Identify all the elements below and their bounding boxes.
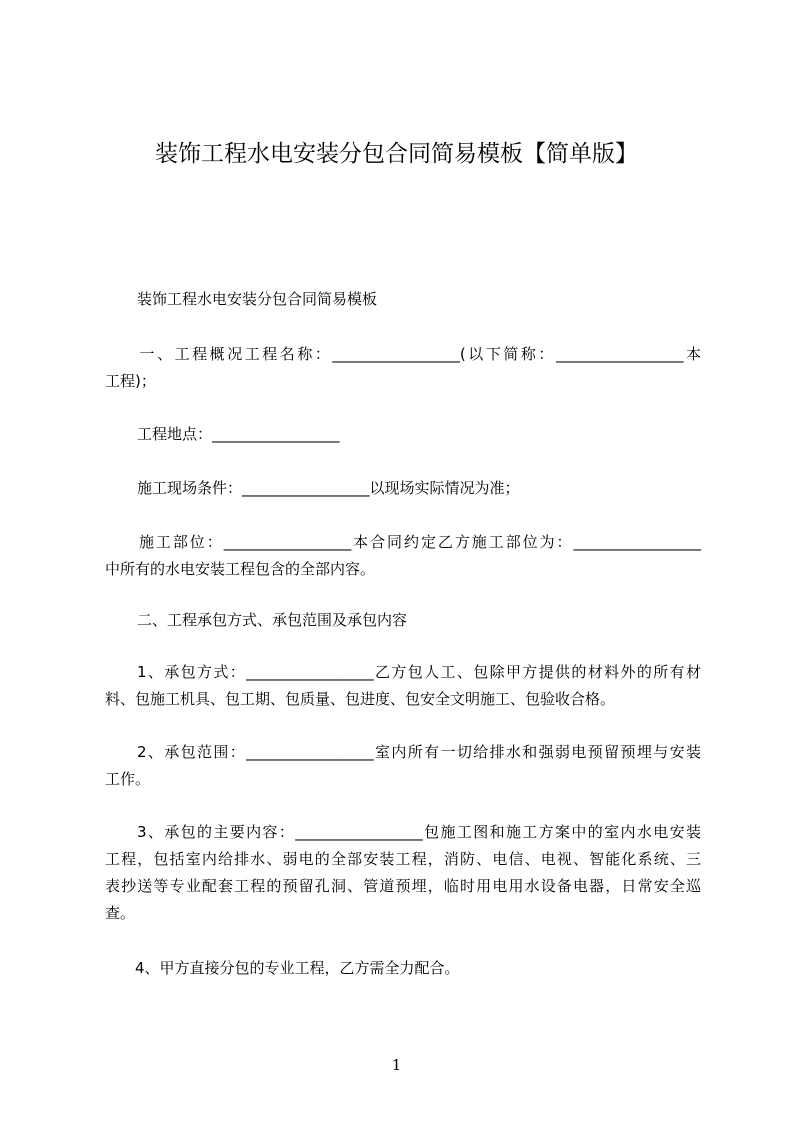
item1-line1: 1、承包方式：_________________乙方包人工、包除甲方提供的材料外的所有材	[137, 663, 701, 681]
site-conditions-paragraph	[105, 475, 701, 502]
document-title: 装饰工程水电安装分包合同简易模板【简单版】	[155, 141, 638, 167]
item3-line3: 表抄送等专业配套工程的预留孔洞、管道预埋，临时用电用水设备电器，日常安全巡	[105, 877, 701, 895]
location-paragraph	[105, 421, 701, 448]
item3-paragraph	[105, 819, 701, 927]
section2-heading	[105, 607, 701, 634]
site-conditions-text: 施工现场条件：_________________以现场实际情况为准；	[137, 479, 520, 497]
item4-text: 4、甲方直接分包的专业工程，乙方需全力配合。	[135, 959, 460, 977]
subtitle-text: 装饰工程水电安装分包合同简易模板	[137, 290, 378, 308]
item2-line1: 2、承包范围：_________________室内所有一切给排水和强弱电预留预埋与安装	[137, 743, 701, 761]
section2-text: 二、工程承包方式、承包范围及承包内容	[137, 611, 408, 629]
item3-line1: 3、承包的主要内容：_________________包施工图和施工方案中的室内水电安装	[137, 823, 701, 841]
construction-part-line2: 中所有的水电安装工程包含的全部内容。	[105, 560, 376, 578]
section1-line2: 工程)；	[105, 372, 156, 390]
item2-line2: 工作。	[105, 770, 151, 788]
section1-paragraph	[105, 341, 701, 395]
document-subtitle	[105, 286, 701, 313]
item4-paragraph	[105, 955, 701, 982]
section1-line1: 一、工程概况工程名称：_________________(以下简称：_________________本	[137, 345, 701, 363]
construction-part-paragraph	[105, 529, 701, 583]
item1-paragraph	[105, 659, 701, 713]
item1-line2: 料、包施工机具、包工期、包质量、包进度、包安全文明施工、包验收合格。	[105, 690, 616, 708]
page-number: 1	[391, 1056, 402, 1074]
item2-paragraph	[105, 739, 701, 793]
item3-line4: 查。	[105, 904, 136, 922]
item3-line2: 工程，包括室内给排水、弱电的全部安装工程，消防、电信、电视、智能化系统、三	[105, 850, 701, 868]
location-text: 工程地点：_________________	[137, 425, 340, 443]
construction-part-line1: 施工部位：_________________本合同约定乙方施工部位为：_________________	[137, 533, 701, 551]
